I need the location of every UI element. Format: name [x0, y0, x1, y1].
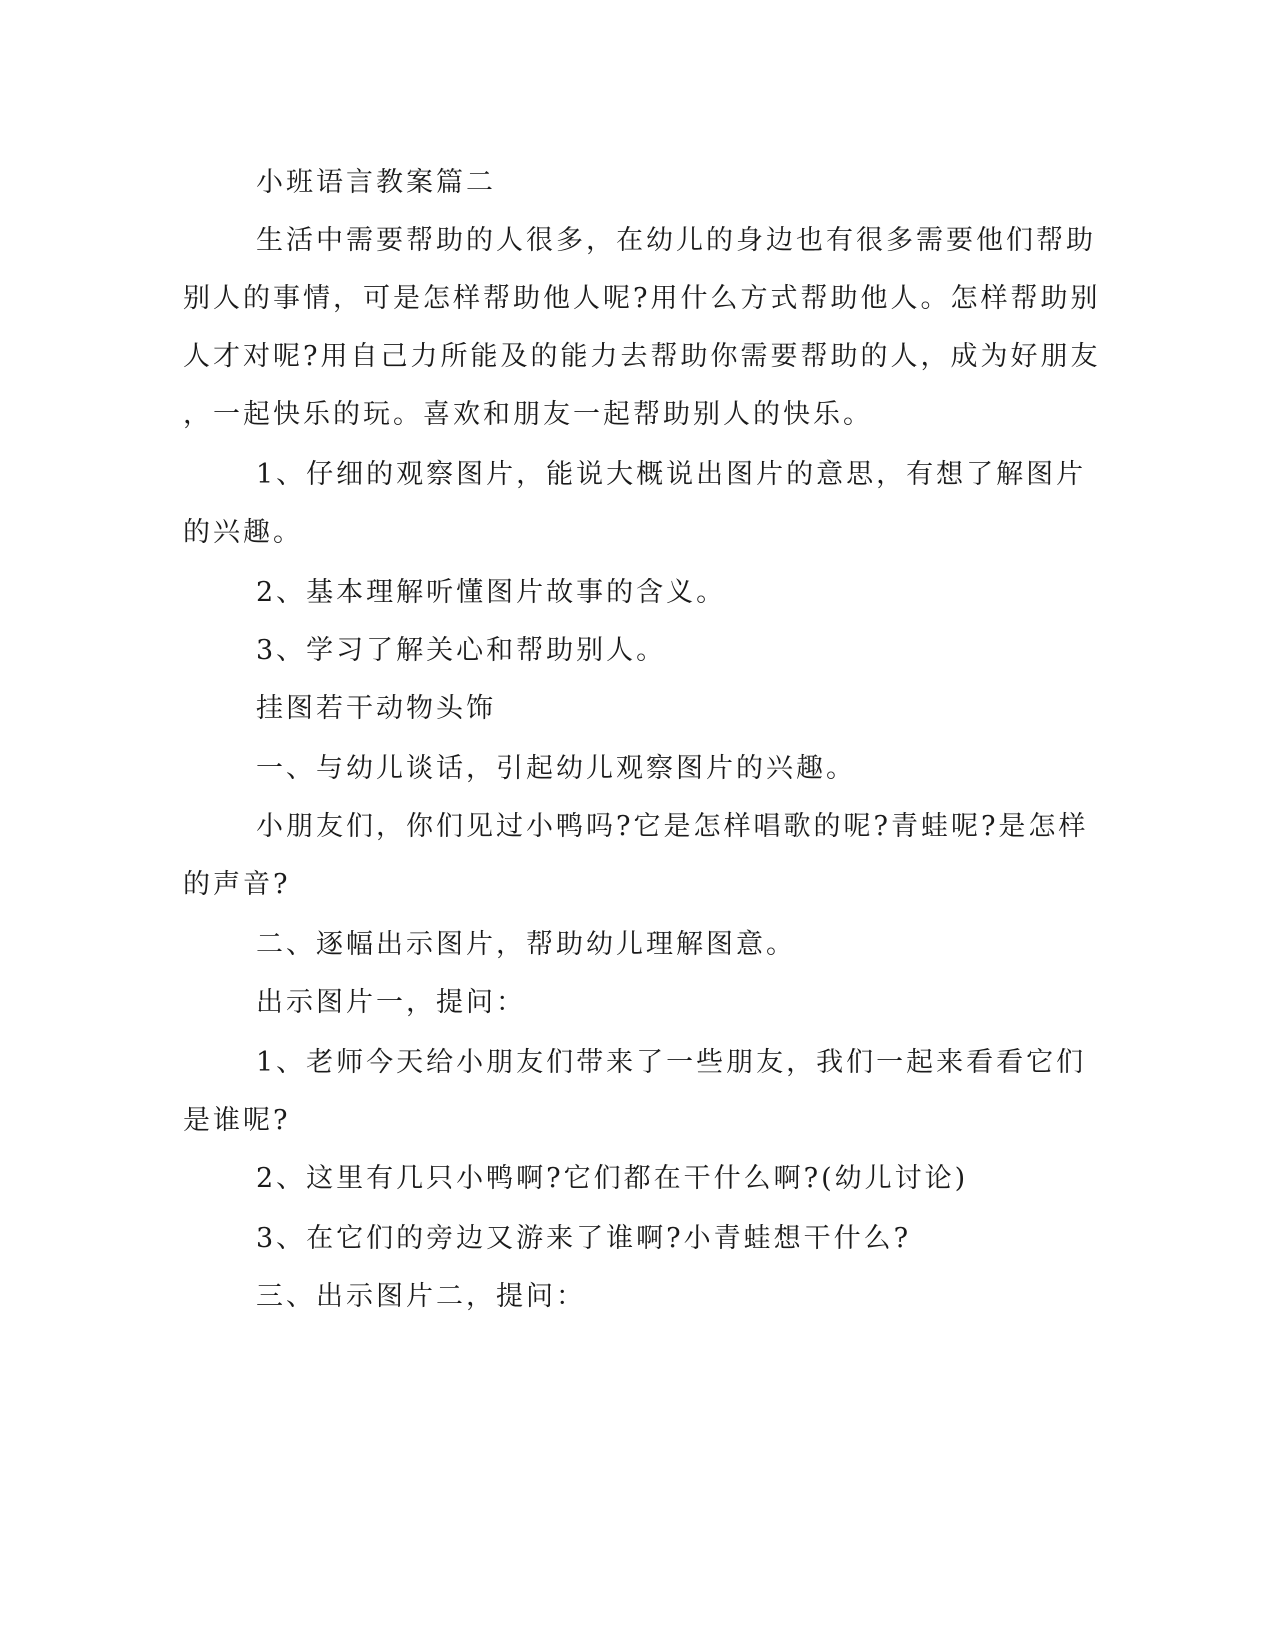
question-1-line-2: 是谁呢? — [183, 1105, 291, 1136]
goal-2: 2、基本理解听懂图片故事的含义。 — [256, 577, 727, 608]
step-3-heading: 三、出示图片二，提问： — [256, 1281, 586, 1312]
intro-paragraph-line-3: 人才对呢?用自己力所能及的能力去帮助你需要帮助的人，成为好朋友 — [183, 341, 1101, 372]
question-1-line-1: 1、老师今天给小朋友们带来了一些朋友，我们一起来看看它们 — [256, 1047, 1087, 1078]
section-title: 小班语言教案篇二 — [256, 167, 496, 198]
intro-paragraph-line-2: 别人的事情，可是怎样帮助他人呢?用什么方式帮助他人。怎样帮助别 — [183, 283, 1101, 314]
materials: 挂图若干动物头饰 — [256, 693, 496, 724]
intro-paragraph-line-1: 生活中需要帮助的人很多，在幼儿的身边也有很多需要他们帮助 — [256, 225, 1096, 256]
step-1-question-line-1: 小朋友们，你们见过小鸭吗?它是怎样唱歌的呢?青蛙呢?是怎样 — [256, 811, 1089, 842]
goal-1-line-2: 的兴趣。 — [183, 517, 303, 548]
picture-1-intro: 出示图片一，提问： — [256, 987, 526, 1018]
question-3: 3、在它们的旁边又游来了谁啊?小青蛙想干什么? — [256, 1223, 912, 1254]
step-2-heading: 二、逐幅出示图片，帮助幼儿理解图意。 — [256, 929, 796, 960]
intro-paragraph-line-4: ，一起快乐的玩。喜欢和朋友一起帮助别人的快乐。 — [183, 399, 873, 430]
goal-3: 3、学习了解关心和帮助别人。 — [256, 635, 667, 666]
step-1-heading: 一、与幼儿谈话，引起幼儿观察图片的兴趣。 — [256, 753, 856, 784]
step-1-question-line-2: 的声音? — [183, 869, 291, 900]
goal-1-line-1: 1、仔细的观察图片，能说大概说出图片的意思，有想了解图片 — [256, 459, 1087, 490]
question-2: 2、这里有几只小鸭啊?它们都在干什么啊?(幼儿讨论) — [256, 1163, 969, 1194]
